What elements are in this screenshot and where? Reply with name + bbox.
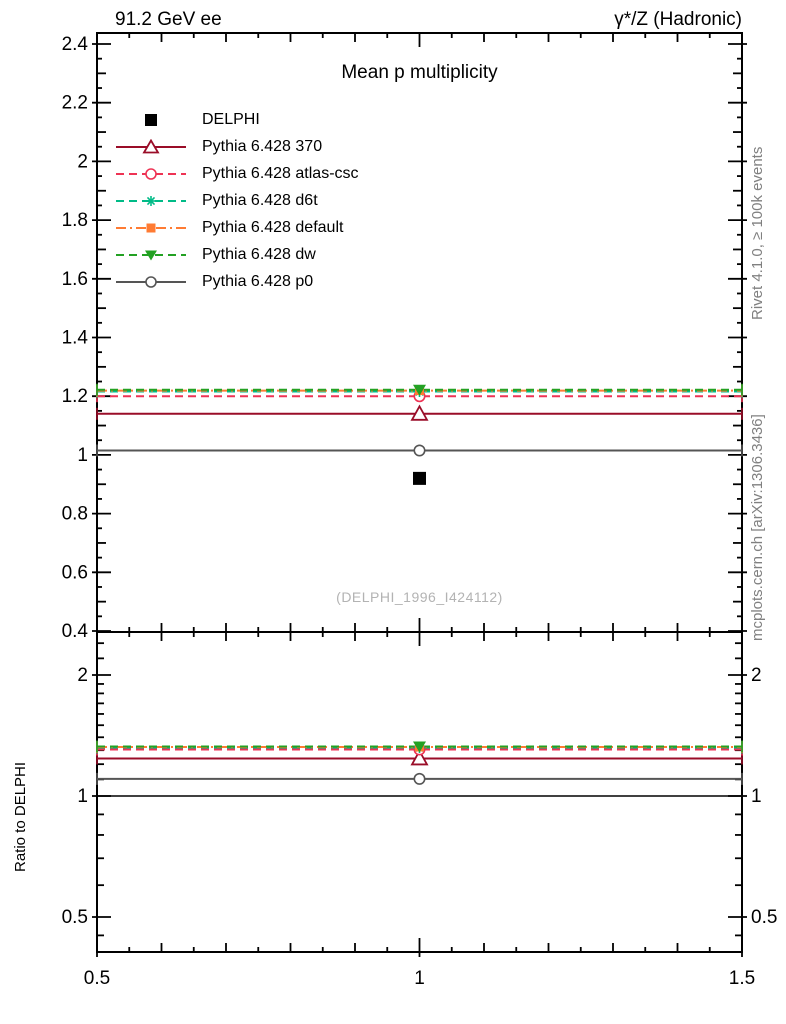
legend-item-dw bbox=[116, 241, 359, 268]
y-tick-label: 1.4 bbox=[61, 327, 88, 349]
legend-marker-square-filled bbox=[116, 112, 186, 128]
plot-title: Mean p multiplicity bbox=[341, 62, 498, 83]
legend-marker-asterisk bbox=[116, 193, 186, 209]
marker-circle bbox=[414, 445, 424, 455]
ratio-tick-label-left: 2 bbox=[77, 665, 88, 686]
frame-ratio-panel bbox=[97, 632, 742, 952]
legend-label: Pythia 6.428 370 bbox=[202, 137, 323, 155]
ratio-axis-label: Ratio to DELPHI bbox=[12, 761, 29, 872]
legend bbox=[116, 106, 359, 295]
header-process: γ*/Z (Hadronic) bbox=[614, 9, 742, 30]
y-tick-label: 1 bbox=[77, 444, 88, 466]
legend-item-default bbox=[116, 214, 359, 241]
legend-label: Pythia 6.428 default bbox=[202, 218, 344, 236]
reference-marker bbox=[413, 472, 426, 485]
y-tick-label: 2 bbox=[77, 151, 88, 173]
legend-item-d6t bbox=[116, 187, 359, 214]
y-tick-label: 2.4 bbox=[61, 34, 88, 55]
ratio-tick-label-right: 0.5 bbox=[751, 907, 778, 928]
x-tick-label: 1.5 bbox=[728, 968, 756, 989]
mcplots-arxiv-note: mcplots.cern.ch [arXiv:1306.3436] bbox=[749, 414, 766, 641]
ratio-tick-label-right: 1 bbox=[751, 786, 762, 807]
x-tick-label: 0.5 bbox=[83, 968, 111, 989]
legend-marker-circle-open bbox=[116, 274, 186, 290]
legend-marker-triangle-down-filled bbox=[116, 247, 186, 263]
y-tick-label: 0.8 bbox=[61, 503, 88, 525]
legend-marker-circle-open bbox=[116, 166, 186, 182]
ratio-tick-label-right: 2 bbox=[751, 665, 762, 686]
y-tick-label: 1.6 bbox=[61, 268, 88, 290]
legend-item-delphi bbox=[116, 106, 359, 133]
x-tick-label: 1 bbox=[414, 968, 425, 989]
ratio-tick-label-left: 1 bbox=[77, 786, 88, 807]
legend-label: Pythia 6.428 atlas-csc bbox=[202, 164, 359, 182]
legend-label: DELPHI bbox=[202, 110, 260, 128]
marker-circle bbox=[414, 774, 424, 784]
legend-label: Pythia 6.428 d6t bbox=[202, 191, 318, 209]
legend-item-p0 bbox=[116, 268, 359, 295]
legend-item-atlas-csc bbox=[116, 160, 359, 187]
legend-label: Pythia 6.428 dw bbox=[202, 245, 316, 263]
rivet-version-note: Rivet 4.1.0, ≥ 100k events bbox=[749, 146, 766, 320]
header-beam-energy: 91.2 GeV ee bbox=[115, 9, 222, 30]
legend-marker-square-filled-small bbox=[116, 220, 186, 236]
legend-label: Pythia 6.428 p0 bbox=[202, 272, 314, 290]
y-tick-label: 1.8 bbox=[61, 210, 88, 232]
y-tick-label: 0.4 bbox=[61, 621, 88, 642]
ratio-tick-label-left: 0.5 bbox=[61, 907, 88, 928]
analysis-watermark: (DELPHI_1996_I424112) bbox=[336, 589, 503, 605]
y-tick-label: 2.2 bbox=[61, 92, 88, 114]
y-tick-label: 1.2 bbox=[61, 386, 88, 408]
legend-item-370 bbox=[116, 133, 359, 160]
legend-marker-triangle-up-open bbox=[116, 139, 186, 155]
y-tick-label: 0.6 bbox=[61, 562, 88, 584]
